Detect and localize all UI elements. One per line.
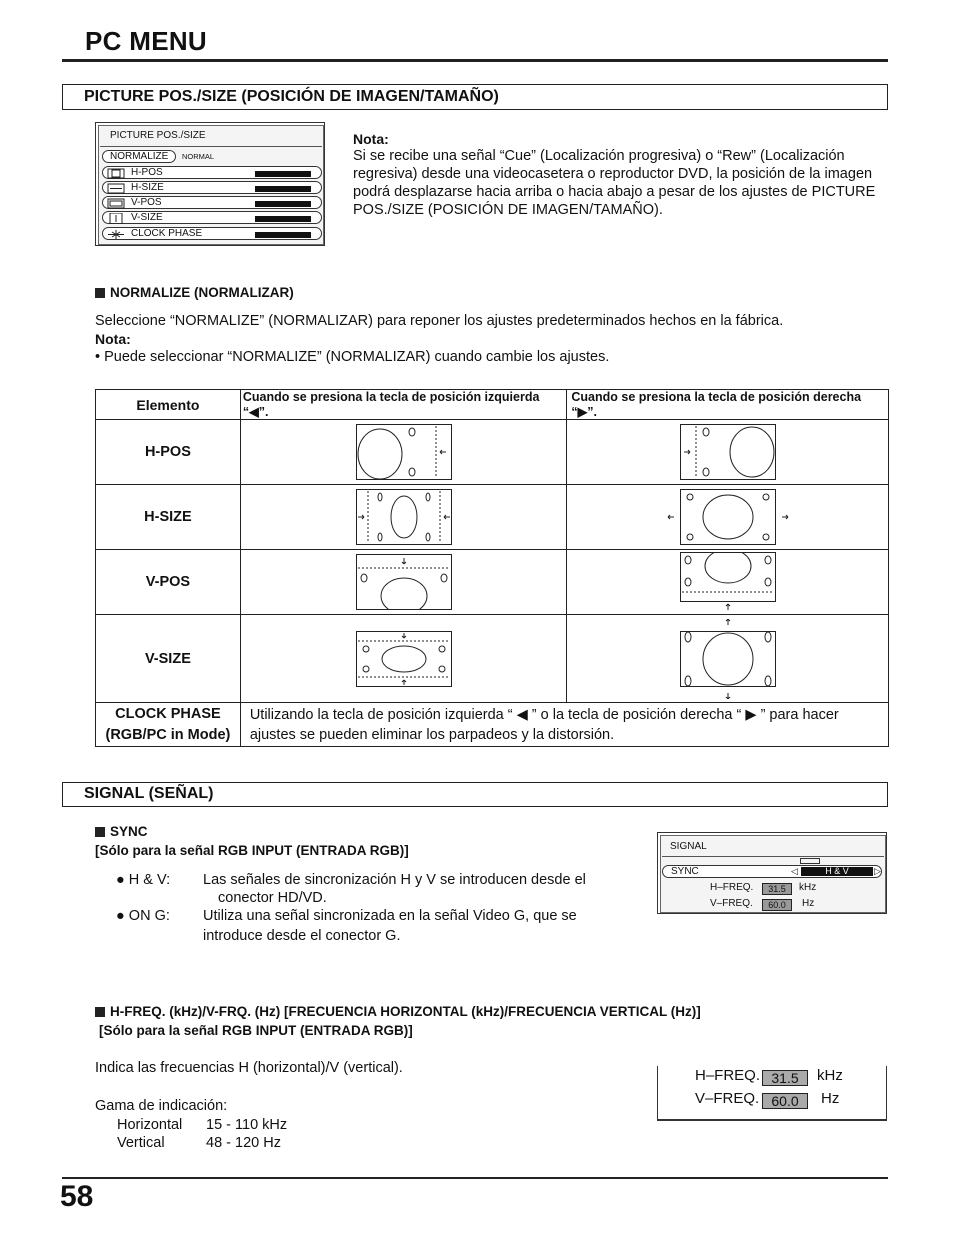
- hv-label: ● H & V:: [116, 872, 171, 888]
- ong-label: ● ON G:: [116, 908, 170, 924]
- normalize-button[interactable]: NORMALIZE: [102, 150, 176, 163]
- signal-osd-header: SIGNAL: [670, 841, 707, 852]
- osd-item-h-size[interactable]: H-SIZE: [102, 181, 322, 194]
- v-pos-icon: [107, 198, 125, 209]
- freq-subheading: [Sólo para la señal RGB INPUT (ENTRADA RGB)]: [99, 1023, 413, 1038]
- nota-text: Si se recibe una señal “Cue” (Localización progresiva) o “Rew” (Localización regresiva) desde una videocasetera o reproductor DVD, la posición de la imagen podrá desplazarse hacia arriba o hacia abajo a pesar de los ajustes de PICTURE POS./SIZE (POSICIÓN DE IMAGEN/TAMAÑO).: [353, 148, 876, 218]
- row-label-v-pos: V-POS: [96, 550, 241, 615]
- big-hfreq-label: H–FREQ.: [695, 1067, 761, 1084]
- footer-rule: [62, 1177, 888, 1179]
- big-hfreq-unit: kHz: [817, 1067, 843, 1084]
- col-left-header: Cuando se presiona la tecla de posición izquierda “◀”.: [240, 390, 567, 420]
- col-element-header: Elemento: [96, 390, 241, 420]
- title-rule: [62, 59, 888, 62]
- sync-subheading: [Sólo para la señal RGB INPUT (ENTRADA RGB)]: [95, 843, 409, 858]
- v-pos-left-diagram: [240, 550, 567, 615]
- ong-text-1: Utiliza una señal sincronizada en la señal Video G, que se: [203, 908, 577, 924]
- big-hfreq-value: 31.5: [762, 1070, 808, 1086]
- normalize-text: Seleccione “NORMALIZE” (NORMALIZAR) para reponer los ajustes predeterminados hechos en la fábrica.: [95, 313, 784, 329]
- h-pos-left-diagram: [240, 420, 567, 485]
- normalize-heading: NORMALIZE (NORMALIZAR): [95, 285, 294, 300]
- row-label-h-pos: H-POS: [96, 420, 241, 485]
- row-label-v-size: V-SIZE: [96, 615, 241, 703]
- adjustment-table: [95, 389, 889, 747]
- osd-header: PICTURE POS./SIZE: [110, 130, 206, 141]
- clock-phase-slider[interactable]: [255, 232, 311, 238]
- page-title: PC MENU: [85, 26, 207, 56]
- range-v-value: 48 - 120 Hz: [206, 1135, 281, 1151]
- v-size-right-diagram: [567, 615, 889, 703]
- range-h-value: 15 - 110 kHz: [206, 1117, 288, 1133]
- bullet-square-icon: [95, 1007, 105, 1017]
- h-pos-slider[interactable]: [255, 171, 311, 177]
- signal-osd: [657, 832, 887, 914]
- normalize-nota-text: • Puede seleccionar “NORMALIZE” (NORMALIZAR) cuando cambie los ajustes.: [95, 349, 610, 365]
- hfreq-value: 31.5: [762, 883, 792, 895]
- osd-item-v-size[interactable]: V-SIZE: [102, 211, 322, 224]
- bullet-square-icon: [95, 827, 105, 837]
- page-number: 58: [60, 1180, 94, 1213]
- hfreq-label: H–FREQ.: [710, 882, 754, 893]
- v-pos-right-diagram: [567, 550, 889, 615]
- picture-pos-size-osd: [95, 122, 325, 246]
- range-title: Gama de indicación:: [95, 1098, 228, 1114]
- v-size-slider[interactable]: [255, 216, 311, 222]
- nota-title: Nota:: [353, 131, 389, 147]
- col-right-header: Cuando se presiona la tecla de posición derecha “▶”.: [567, 390, 889, 420]
- clock-phase-icon: [107, 229, 125, 240]
- freq-osd-enlarged: [657, 1066, 887, 1121]
- bullet-square-icon: [95, 288, 105, 298]
- vfreq-unit: Hz: [802, 898, 815, 909]
- sync-selector[interactable]: SYNC ◁ H & V ▷: [662, 865, 882, 878]
- big-vfreq-unit: Hz: [821, 1090, 840, 1107]
- vfreq-value: 60.0: [762, 899, 792, 911]
- freq-text: Indica las frecuencias H (horizontal)/V (vertical).: [95, 1060, 403, 1076]
- hfreq-unit: kHz: [799, 882, 817, 893]
- h-pos-right-diagram: [567, 420, 889, 485]
- sync-heading: SYNC: [95, 824, 148, 839]
- h-size-left-diagram: [240, 485, 567, 550]
- osd-small-indicator: [800, 858, 820, 864]
- row-label-clock-phase: CLOCK PHASE (RGB/PC in Mode): [96, 703, 241, 747]
- sync-value: H & V: [801, 867, 873, 876]
- row-label-h-size: H-SIZE: [96, 485, 241, 550]
- osd-item-clock-phase[interactable]: CLOCK PHASE: [102, 227, 322, 240]
- h-size-right-diagram: [567, 485, 889, 550]
- section-title: SIGNAL (SEÑAL): [84, 785, 214, 802]
- hv-text-2: conector HD/VD.: [218, 890, 327, 906]
- section-picture-pos-size: [62, 84, 888, 110]
- section-title: PICTURE POS./SIZE (POSICIÓN DE IMAGEN/TAMAÑO): [84, 88, 499, 105]
- osd-item-h-pos[interactable]: H-POS: [102, 166, 322, 179]
- big-vfreq-label: V–FREQ.: [695, 1090, 760, 1107]
- big-vfreq-value: 60.0: [762, 1093, 808, 1109]
- osd-item-v-pos[interactable]: V-POS: [102, 196, 322, 209]
- clock-phase-text: Utilizando la tecla de posición izquierda “ ◀ ” o la tecla de posición derecha “ ▶ ” para hacer ajustes se pueden eliminar los parpadeos y la distorsión.: [240, 703, 888, 747]
- v-size-icon: [107, 213, 125, 224]
- h-size-icon: [107, 183, 125, 194]
- v-pos-slider[interactable]: [255, 201, 311, 207]
- h-pos-icon: [107, 168, 125, 179]
- section-signal: [62, 782, 888, 807]
- ong-text-2: introduce desde el conector G.: [203, 928, 401, 944]
- normalize-value: NORMAL: [182, 152, 215, 161]
- v-size-left-diagram: [240, 615, 567, 703]
- left-arrow-icon[interactable]: ◁: [791, 866, 798, 876]
- h-size-slider[interactable]: [255, 186, 311, 192]
- vfreq-label: V–FREQ.: [710, 898, 753, 909]
- range-v-label: Vertical: [117, 1135, 165, 1151]
- right-arrow-icon[interactable]: ▷: [874, 866, 881, 876]
- normalize-nota-title: Nota:: [95, 331, 131, 347]
- range-h-label: Horizontal: [117, 1117, 183, 1133]
- freq-heading: H-FREQ. (kHz)/V-FRQ. (Hz) [FRECUENCIA HORIZONTAL (kHz)/FRECUENCIA VERTICAL (Hz)]: [95, 1004, 701, 1019]
- hv-text-1: Las señales de sincronización H y V se introducen desde el: [203, 872, 586, 888]
